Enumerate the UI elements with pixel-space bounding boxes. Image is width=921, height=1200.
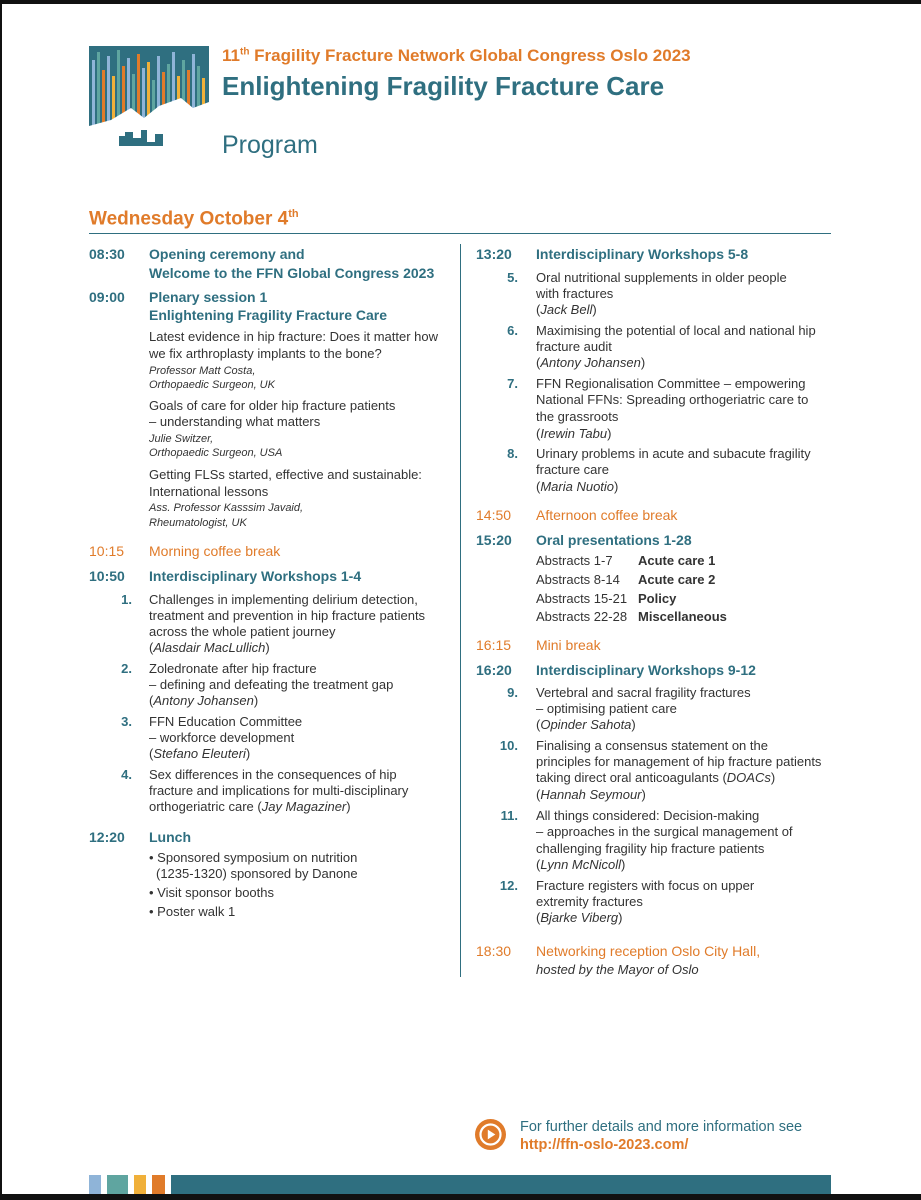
workshop-title: FFN Regionalisation Committee – empowering (536, 376, 806, 391)
abstract-topic: Miscellaneous (638, 609, 727, 624)
workshop-speaker: (Irewin Tabu) (536, 426, 612, 441)
session-title: Interdisciplinary Workshops 9-12 (536, 662, 756, 678)
workshop-number: 8. (507, 446, 518, 461)
workshop-speaker: (Opinder Sahota) (536, 717, 636, 732)
bottom-border (0, 1194, 921, 1200)
session-title: Welcome to the FFN Global Congress 2023 (149, 265, 435, 281)
talk-title: Latest evidence in hip fracture: Does it matter how (149, 329, 439, 344)
left-border (0, 0, 2, 1200)
workshop-title: – approaches in the surgical management of (536, 824, 793, 839)
workshop-number: 11. (500, 808, 518, 823)
speaker-name: Professor Matt Costa, (149, 365, 256, 377)
workshop-number: 12. (499, 878, 518, 893)
session-time: 16:15 (476, 637, 512, 653)
speaker-role: Orthopaedic Surgeon, UK (149, 379, 275, 391)
lunch-item: • Poster walk 1 (149, 904, 236, 919)
session-title: Networking reception Oslo City Hall, (536, 943, 761, 959)
workshop-speaker: (Antony Johansen) (536, 355, 646, 370)
workshop-number: 2. (121, 661, 132, 676)
congress-name: 11th Fragility Fracture Network Global Congress Oslo 2023 (222, 46, 691, 65)
workshop-speaker: (Antony Johansen) (149, 693, 259, 708)
workshop-title: fracture and implications for multi-disciplinary (149, 783, 409, 798)
top-border (0, 0, 921, 4)
session-time: 09:00 (89, 289, 125, 305)
color-band-yellow (134, 1175, 146, 1194)
day-heading: Wednesday October 4th (89, 208, 299, 230)
session-time: 14:50 (476, 507, 512, 523)
session-time: 12:20 (89, 829, 125, 845)
session-title: Opening ceremony and (149, 246, 305, 262)
workshop-title: across the whole patient journey (149, 624, 336, 639)
workshop-speaker: (Bjarke Viberg) (536, 910, 623, 925)
talk-title: we fix arthroplasty implants to the bone? (149, 346, 382, 361)
congress-theme: Enlightening Fragility Fracture Care (222, 71, 665, 101)
talk-title: Goals of care for older hip fracture patients (149, 398, 396, 413)
abstract-range: Abstracts 22-28 (536, 609, 628, 624)
abstract-topic: Policy (638, 591, 677, 606)
workshop-number: 9. (507, 685, 518, 700)
workshop-title: All things considered: Decision-making (536, 808, 760, 823)
lunch-item: • Visit sponsor booths (149, 885, 274, 900)
workshop-title: – optimising patient care (536, 701, 677, 716)
workshop-speaker: (Maria Nuotio) (536, 479, 619, 494)
workshop-title: principles for management of hip fracture patients (536, 754, 822, 769)
speaker-name: Ass. Professor Kasssim Javaid, (149, 502, 304, 514)
workshop-title: Vertebral and sacral fragility fractures (536, 685, 751, 700)
session-time: 08:30 (89, 246, 125, 262)
workshop-speaker: (Hannah Seymour) (536, 787, 646, 802)
workshop-title: Sex differences in the consequences of hip (149, 767, 397, 782)
talk-title: – understanding what matters (149, 414, 321, 429)
speaker-name: Julie Switzer, (149, 433, 214, 445)
workshop-title: fracture care (536, 462, 609, 477)
abstract-topic: Acute care 1 (638, 553, 716, 568)
workshop-title: orthogeriatric care (Jay Magaziner) (149, 799, 351, 814)
workshop-title: FFN Education Committee (149, 714, 303, 729)
color-band-main (171, 1175, 831, 1194)
workshop-title: Oral nutritional supplements in older people (536, 270, 787, 285)
workshop-number: 7. (507, 376, 518, 391)
session-title: Plenary session 1 (149, 289, 268, 305)
lunch-item: • Sponsored symposium on nutrition (149, 850, 358, 865)
session-time: 10:15 (89, 543, 125, 559)
session-title: Afternoon coffee break (536, 507, 678, 523)
workshop-title: fracture audit (536, 339, 612, 354)
abstract-range: Abstracts 1-7 (536, 553, 613, 568)
workshop-title: extremity fractures (536, 894, 643, 909)
session-time: 18:30 (476, 943, 512, 959)
workshop-title: Fracture registers with focus on upper (536, 878, 755, 893)
workshop-title: challenging fragility hip fracture patients (536, 841, 765, 856)
workshop-title: – defining and defeating the treatment gap (149, 677, 394, 692)
workshop-number: 10. (499, 738, 518, 753)
workshop-title: taking direct oral anticoagulants (DOACs) (536, 770, 776, 785)
workshop-title: treatment and prevention in hip fracture patients (149, 608, 426, 623)
session-title: Lunch (149, 829, 191, 845)
color-band-teal (107, 1175, 128, 1194)
session-title: Morning coffee break (149, 543, 281, 559)
speaker-role: Orthopaedic Surgeon, USA (149, 447, 283, 459)
workshop-title: Challenges in implementing delirium detection, (149, 592, 418, 607)
abstract-range: Abstracts 8-14 (536, 572, 620, 587)
workshop-speaker: (Jack Bell) (536, 302, 597, 317)
session-subtitle: hosted by the Mayor of Oslo (536, 962, 699, 977)
session-time: 13:20 (476, 246, 512, 262)
workshop-speaker: (Stefano Eleuteri) (149, 746, 251, 761)
session-time: 16:20 (476, 662, 512, 678)
day-divider (89, 233, 831, 234)
speaker-role: Rheumatologist, UK (149, 517, 247, 529)
congress-logo (89, 46, 209, 154)
workshop-number: 3. (121, 714, 132, 729)
workshop-number: 1. (121, 592, 132, 607)
workshop-title: Finalising a consensus statement on the (536, 738, 768, 753)
workshop-title: the grassroots (536, 409, 619, 424)
workshop-title: Urinary problems in acute and subacute fragility (536, 446, 811, 461)
page-title: Program (222, 131, 318, 159)
workshop-number: 5. (507, 270, 518, 285)
color-band-orange (152, 1175, 165, 1194)
session-title: Enlightening Fragility Fracture Care (149, 307, 388, 323)
workshop-title: National FFNs: Spreading orthogeriatric care to (536, 392, 809, 407)
footer-text: For further details and more information see (520, 1119, 803, 1135)
workshop-speaker: (Alasdair MacLullich) (149, 640, 270, 655)
session-time: 10:50 (89, 568, 125, 584)
talk-title: Getting FLSs started, effective and sustainable: (149, 467, 422, 482)
abstract-topic: Acute care 2 (638, 572, 716, 587)
lunch-item: (1235-1320) sponsored by Danone (156, 866, 358, 881)
workshop-speaker: (Lynn McNicoll) (536, 857, 626, 872)
session-title: Interdisciplinary Workshops 5-8 (536, 246, 749, 262)
workshop-title: with fractures (536, 286, 614, 301)
column-divider (460, 244, 461, 977)
workshop-number: 4. (121, 767, 132, 782)
session-title: Interdisciplinary Workshops 1-4 (149, 568, 362, 584)
talk-title: International lessons (149, 484, 269, 499)
color-band-blue (89, 1175, 101, 1194)
play-circle-icon[interactable] (475, 1119, 506, 1150)
website-link[interactable]: http://ffn-oslo-2023.com/ (520, 1137, 689, 1153)
workshop-number: 6. (507, 323, 518, 338)
workshop-title: Zoledronate after hip fracture (149, 661, 317, 676)
session-title: Mini break (536, 637, 601, 653)
session-title: Oral presentations 1-28 (536, 532, 692, 548)
abstract-range: Abstracts 15-21 (536, 591, 628, 606)
session-time: 15:20 (476, 532, 512, 548)
workshop-title: – workforce development (149, 730, 295, 745)
workshop-title: Maximising the potential of local and national hip (536, 323, 816, 338)
